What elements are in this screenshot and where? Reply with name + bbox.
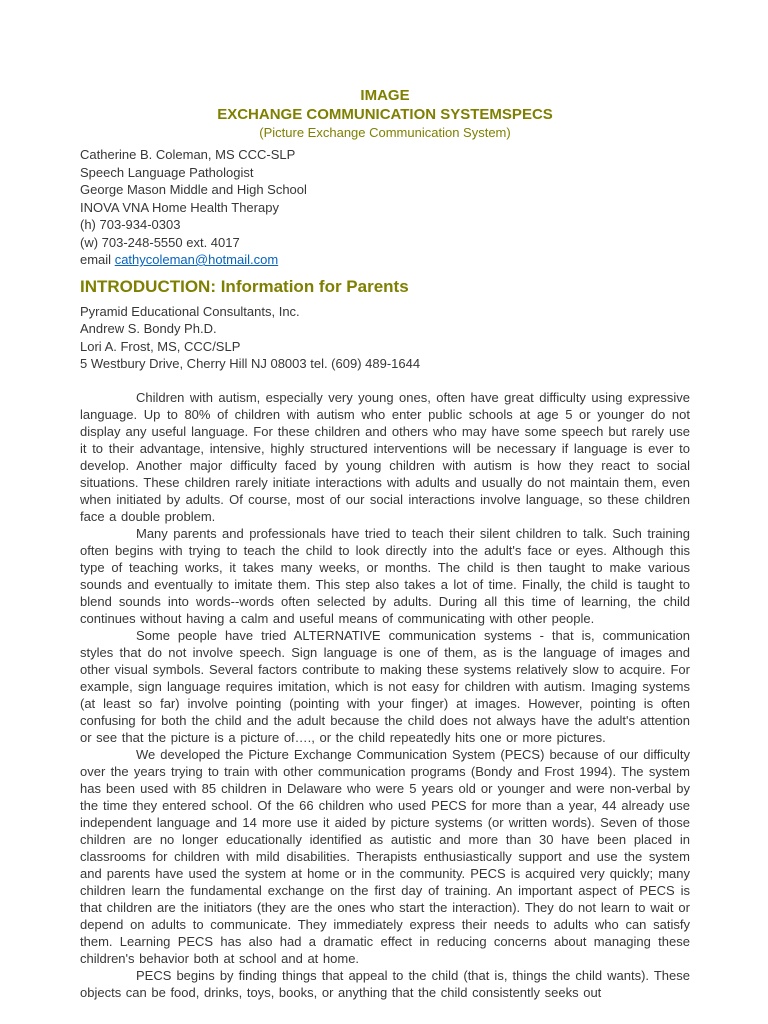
author-email-line (80, 251, 690, 269)
paragraph-2: Many parents and professionals have tried to teach their silent children to talk. Such training often begins with trying to teach the child to look directly into the adult's face or eyes. Although this type of teaching works, it takes many weeks, or months. The child is then taught to make various sounds and eventually to imitate them. This step also takes a lot of time. Finally, the child is taught to blend sounds into words--words often selected by adults. During all this time of learning, the child continues without having a calm and useful means of communicating with other people. (80, 525, 690, 626)
paragraph-4: We developed the Picture Exchange Communication System (PECS) because of our difficulty over the years trying to train with other communication programs (Bondy and Frost 1994). The system has been used with 85 children in Delaware who were 5 years old or younger and were non-verbal by the time they entered school. Of the 66 children who used PECS for more than a year, 44 already use independent language and 14 more use it aided by picture systems (or written words). Seven of those children are no longer educationally identified as autistic and more than 30 have been placed in classrooms for children with mild disabilities. Therapists enthusiastically support and use the system and parents have used the system at home or in the community. PECS is acquired very quickly; many children learn the fundamental exchange on the first day of training. An important aspect of PECS is that children are the initiators (they are the ones who start the interaction). They do not learn to wait or depend on adults to communicate. They immediately express their needs to adults who can satisfy them. Learning PECS has also had a dramatic effect in reducing concerns about managing these children's behavior both at school and at home. (80, 746, 690, 966)
document-title-line-1: IMAGE (360, 87, 410, 104)
publisher-block (80, 303, 690, 373)
paragraph-3: Some people have tried ALTERNATIVE communication systems - that is, communication styles that do not involve speech. Sign language is one of them, as is the language of images and other visual symbols. Several factors contribute to making these systems relatively slow to acquire. For example, sign language requires imitation, which is not easy for children with autism. Imaging systems (at least so far) involve pointing (pointing with your finger) at images. However, pointing is often confusing for both the child and the adult because the child does not always have the adult's attention or see that the picture is a picture of…., or the child repeatedly hits one or more pictures. (80, 627, 690, 745)
publisher-name: Pyramid Educational Consultants, Inc. (80, 303, 300, 319)
paragraph-5: PECS begins by finding things that appeal to the child (that is, things the child wants). These objects can be food, drinks, toys, books, or anything that the child consistently seeks out (80, 967, 690, 1000)
document-body (80, 389, 690, 1001)
author-contact-block (80, 146, 690, 269)
document-title-line-2: EXCHANGE COMMUNICATION SYSTEMSPECS (217, 106, 553, 123)
publisher-author-1: Andrew S. Bondy Ph.D. (80, 321, 217, 336)
email-label: email (80, 252, 115, 267)
publisher-author-2: Lori A. Frost, MS, CCC/SLP (80, 338, 241, 354)
email-link[interactable]: cathycoleman@hotmail.com (114, 252, 279, 267)
paragraph-1: Children with autism, especially very young ones, often have great difficulty using expressive language. Up to 80% of children with autism who enter public schools at age 5 or younger do not display any useful language. For these children and others who may have some speech but rarely use it to their advantage, intensive, highly structured interventions will be necessary if language is ever to develop. Another major difficulty faced by young children with autism is how they react to social situations. These children rarely initiate interactions with adults and usually do not maintain them, even when initiated by adults. Of course, most of our social interactions involve language, so these children face a double problem. (80, 389, 690, 524)
document-title-block (80, 86, 690, 142)
author-home-phone: (h) 703-934-0303 (80, 217, 181, 232)
author-name: Catherine B. Coleman, MS CCC-SLP (80, 147, 296, 162)
introduction-heading: INTRODUCTION: Information for Parents (80, 276, 409, 296)
author-agency: INOVA VNA Home Health Therapy (80, 199, 279, 215)
author-school: George Mason Middle and High School (80, 182, 307, 197)
author-work-phone: (w) 703-248-5550 ext. 4017 (80, 234, 240, 250)
publisher-address: 5 Westbury Drive, Cherry Hill NJ 08003 tel. (609) 489-1644 (80, 356, 421, 371)
document-subtitle: (Picture Exchange Communication System) (259, 125, 511, 140)
author-role: Speech Language Pathologist (80, 164, 254, 180)
